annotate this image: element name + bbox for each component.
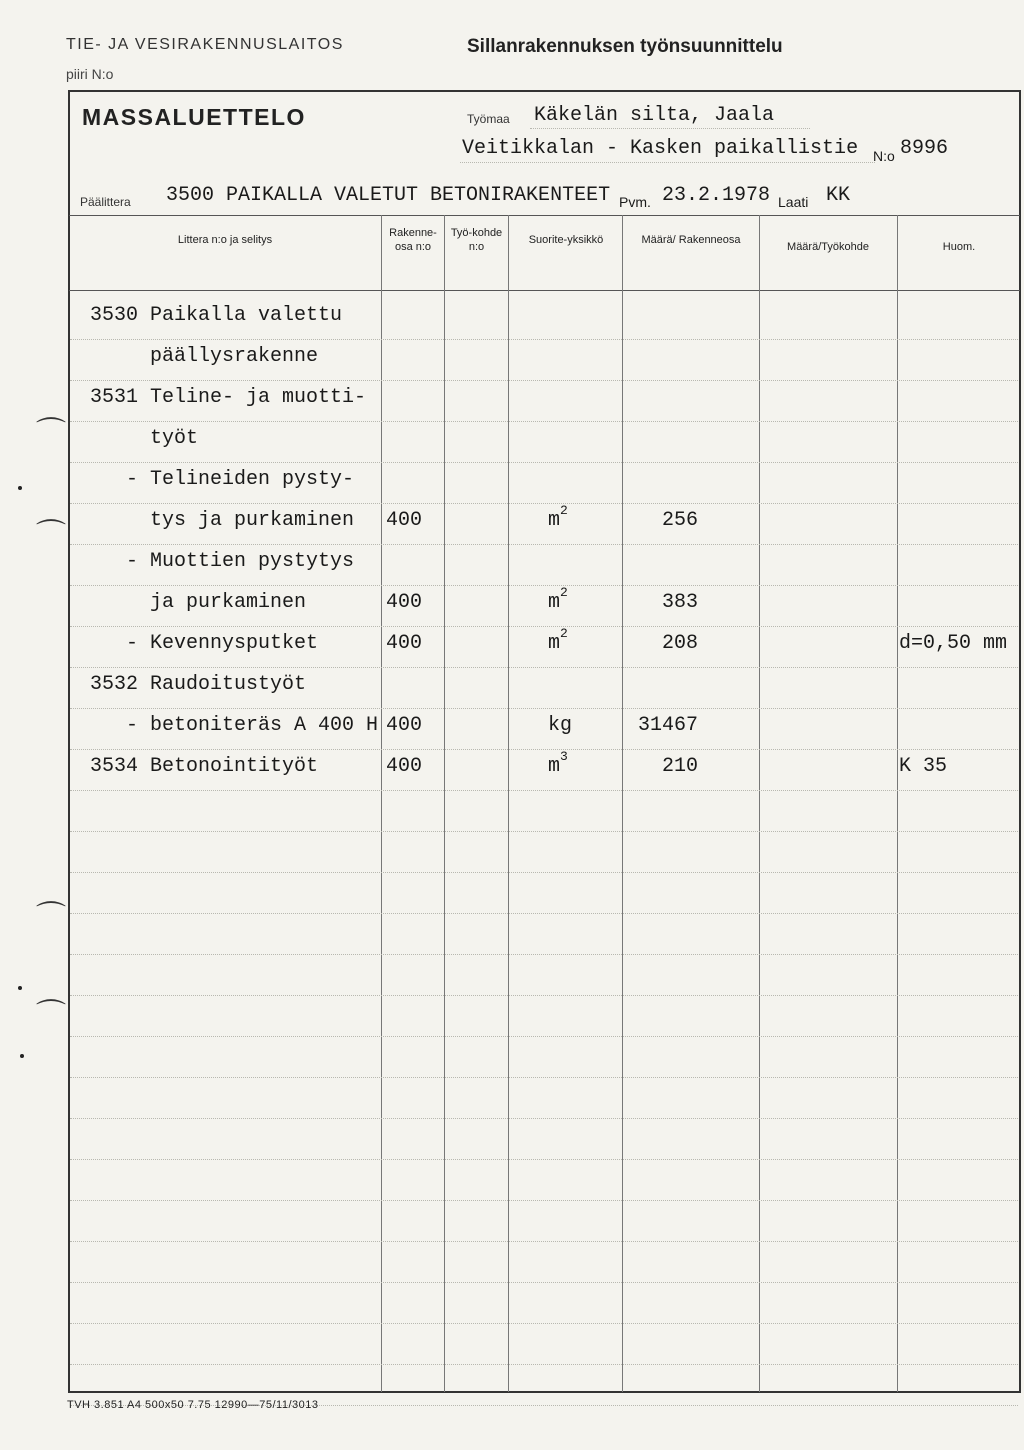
row-unit: $m^2$ — [548, 626, 568, 655]
row-description: - betoniteräs A 400 H — [90, 714, 379, 737]
column-divider — [759, 215, 760, 1392]
row-rule — [70, 667, 1018, 668]
row-quantity: 208 — [662, 632, 699, 655]
unit-exponent: 2 — [560, 585, 568, 600]
row-rule — [70, 1118, 1018, 1119]
row-description: 3530 Paikalla valettu — [90, 304, 343, 327]
row-rule — [70, 954, 1018, 955]
column-divider — [381, 215, 382, 1392]
row-rule — [70, 339, 1018, 340]
site-line-1: Käkelän silta, Jaala — [534, 104, 775, 127]
column-divider — [622, 215, 623, 1392]
row-part-number: 400 — [386, 755, 423, 778]
site-line-2: Veitikkalan - Kasken paikallistie — [462, 137, 859, 160]
row-part-number: 400 — [386, 632, 423, 655]
form-title: MASSALUETTELO — [82, 104, 306, 130]
row-unit: $m^2$ — [548, 503, 568, 532]
row-rule — [70, 626, 1018, 627]
row-quantity: 383 — [662, 591, 699, 614]
row-rule — [70, 1036, 1018, 1037]
row-note: d=0,50 mm — [899, 632, 1008, 655]
district-label: piiri N:o — [66, 66, 114, 82]
date-label: Pvm. — [619, 194, 651, 210]
main-code-label: Päälittera — [80, 195, 131, 209]
punch-hole-mark: ⌒ — [36, 999, 66, 1032]
table-header-bottom-line — [69, 290, 1020, 291]
row-description: - Kevennysputket — [90, 632, 319, 655]
row-rule — [70, 995, 1018, 996]
row-rule — [70, 1241, 1018, 1242]
row-quantity: 31467 — [638, 714, 699, 737]
row-description: ja purkaminen — [90, 591, 307, 614]
row-rule — [70, 790, 1018, 791]
row-description: 3532 Raudoitustyöt — [90, 673, 307, 696]
column-header-part: Rakenne-osa n:o — [389, 227, 437, 253]
road-number: 8996 — [900, 137, 949, 160]
site-fill-line — [530, 128, 810, 129]
author-value: KK — [826, 184, 851, 207]
speck-mark — [18, 986, 22, 990]
row-note: K 35 — [899, 755, 948, 778]
row-rule — [70, 1282, 1018, 1283]
row-unit: $m^3$ — [548, 749, 568, 778]
row-unit: $m^2$ — [548, 585, 568, 614]
row-rule — [70, 462, 1018, 463]
row-rule — [70, 585, 1018, 586]
row-description: - Muottien pystytys — [90, 550, 355, 573]
column-divider — [508, 215, 509, 1392]
row-description: - Telineiden pysty- — [90, 468, 355, 491]
column-header-worksite: Työ-kohde n:o — [450, 227, 503, 253]
row-rule — [70, 544, 1018, 545]
row-rule — [70, 1077, 1018, 1078]
unit-exponent: 2 — [560, 626, 568, 641]
row-rule — [70, 1323, 1018, 1324]
row-rule — [70, 380, 1018, 381]
unit-exponent: 3 — [560, 749, 568, 764]
table-top-line — [69, 215, 1020, 216]
main-code-value: 3500 PAIKALLA VALETUT BETONIRAKENTEET — [166, 184, 611, 207]
column-header-qty-work: Määrä/Työkohde — [787, 241, 869, 253]
row-quantity: 210 — [662, 755, 699, 778]
row-rule — [70, 913, 1018, 914]
organization-name: TIE- JA VESIRAKENNUSLAITOS — [66, 36, 344, 53]
row-rule — [70, 749, 1018, 750]
punch-hole-mark: ⌒ — [36, 901, 66, 934]
row-description: 3531 Teline- ja muotti- — [90, 386, 367, 409]
column-divider — [897, 215, 898, 1392]
site-label: Työmaa — [467, 112, 510, 126]
punch-hole-mark: ⌒ — [36, 417, 66, 450]
form-footer-code: TVH 3.851 A4 500x50 7.75 12990—75/11/3013 — [67, 1399, 319, 1411]
row-rule — [70, 872, 1018, 873]
site-fill-line-2 — [460, 162, 875, 163]
row-part-number: 400 — [386, 509, 423, 532]
row-rule — [70, 1364, 1018, 1365]
row-rule — [70, 503, 1018, 504]
column-header-item: Littera n:o ja selitys — [177, 234, 273, 246]
column-header-unit: Suorite-yksikkö — [528, 234, 604, 246]
row-rule — [70, 1200, 1018, 1201]
row-rule — [70, 831, 1018, 832]
column-header-qty-part: Määrä/ Rakenneosa — [641, 234, 741, 246]
date-value: 23.2.1978 — [662, 184, 771, 207]
row-description: 3534 Betonointityöt — [90, 755, 319, 778]
column-divider — [444, 215, 445, 1392]
row-description: työt — [90, 427, 199, 450]
row-part-number: 400 — [386, 591, 423, 614]
road-number-label: N:o — [873, 148, 895, 164]
row-description: tys ja purkaminen — [90, 509, 355, 532]
column-header-note: Huom. — [942, 241, 976, 253]
author-label: Laati — [778, 194, 809, 210]
row-description: päällysrakenne — [90, 345, 319, 368]
row-rule — [70, 1159, 1018, 1160]
unit-exponent: 2 — [560, 503, 568, 518]
speck-mark — [20, 1054, 24, 1058]
speck-mark — [18, 486, 22, 490]
form-frame — [68, 90, 1021, 1393]
row-part-number: 400 — [386, 714, 423, 737]
row-rule — [70, 708, 1018, 709]
document-title: Sillanrakennuksen työnsuunnittelu — [467, 36, 783, 57]
punch-hole-mark: ⌒ — [36, 519, 66, 552]
row-quantity: 256 — [662, 509, 699, 532]
row-unit: kg — [548, 714, 573, 737]
row-rule — [70, 421, 1018, 422]
